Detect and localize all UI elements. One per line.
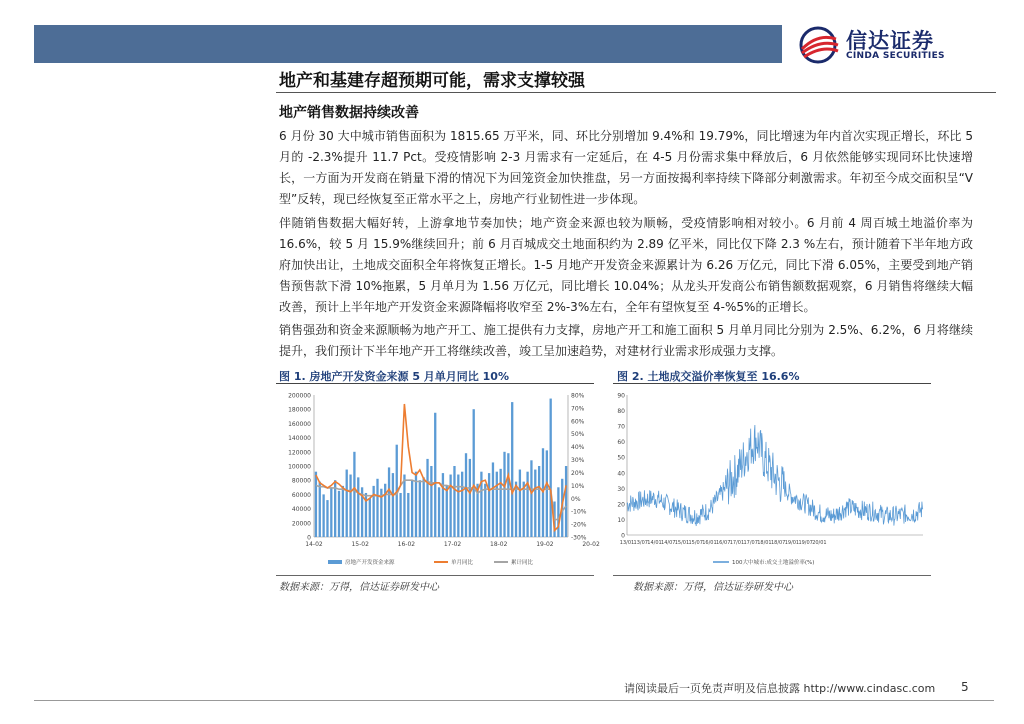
bar bbox=[492, 462, 494, 537]
x-tick-label: 18-02 bbox=[490, 541, 508, 548]
y-right-tick-label: 60% bbox=[571, 418, 585, 426]
bar bbox=[369, 498, 371, 537]
legend-label-monthly: 单月同比 bbox=[451, 560, 474, 566]
figure-2-title: 图 2. 土地成交溢价率恢复至 16.6% bbox=[617, 370, 800, 383]
bar bbox=[453, 466, 455, 537]
x-tick-label: 15/07 bbox=[688, 540, 703, 546]
y-left-tick-label: 200000 bbox=[288, 392, 311, 400]
y-left-tick-label: 160000 bbox=[288, 420, 311, 428]
x-tick-label: 18/01 bbox=[757, 540, 772, 546]
x-tick-label: 19/01 bbox=[784, 540, 800, 546]
y-tick-label: 20 bbox=[617, 501, 625, 509]
bar bbox=[349, 475, 351, 537]
paragraph-sales: 6 月份 30 大中城市销售面积为 1815.65 万平米，同、环比分别增加 9.4%和 19.79%，同比增速为年内首次实现正增长，环比 5 月的 -2.3%提升 11.7 Pct。受疫情影响 2-3 月需求有一定延后，在 4-5 月份需求集中释放后，6 月依然能够实现同环比快速增长，一方面为开发商在销量下滑的情况下为回笼资金加快推盘，另一方面按揭利率持续下降部分刺激需求。年初至今成交面积呈“V 型”反转，现已经恢复至正常水平之上，房地产行业韧性进一步体现。 bbox=[279, 129, 973, 206]
x-tick-label: 16-02 bbox=[397, 541, 416, 548]
bar bbox=[407, 493, 409, 537]
bar bbox=[557, 487, 559, 537]
x-tick-label: 15/01 bbox=[674, 540, 690, 546]
paragraph-land-funding: 伴随销售数据大幅好转，上游拿地节奏加快；地产资金来源也较为顺畅，受疫情影响相对较小。6 月前 4 周百城土地溢价率为 16.6%，较 5 月 15.9%继续回升；前 6 月百城成交土地面积约为 2.89 亿平米，同比仅下降 2.3 %左右，预计随着下半年地方政府加快出让，土地成交面积全年将恢复正增长。1-5 月地产开发资金来源累计为 6.26 万亿元，同比下滑 6.05%，主要受到地产销售预售款下滑 10%拖累，5 月单月为 1.56 万亿元，同比增长 10.04%；从龙头开发商公布销售额数据观察，6 月销售将继续大幅改善，预计上半年地产开发资金来源降幅将收窄至 2%-3%左右，全年有望恢复至 4-%5%的正增长。 bbox=[279, 216, 973, 314]
x-tick-label: 17/01 bbox=[729, 540, 745, 546]
logo-english-name: CINDA SECURITIES bbox=[846, 51, 945, 61]
bar bbox=[461, 472, 463, 537]
y-tick-label: 40 bbox=[617, 470, 625, 478]
legend-swatch-funding bbox=[328, 560, 342, 564]
bar bbox=[530, 460, 532, 537]
bar bbox=[399, 493, 401, 537]
y-right-tick-label: 20% bbox=[571, 469, 585, 477]
x-tick-label: 17/07 bbox=[743, 540, 758, 546]
x-tick-label: 20/01 bbox=[812, 540, 827, 546]
bar bbox=[384, 484, 386, 537]
paragraph-construction: 销售强劲和资金来源顺畅为地产开工、施工提供有力支撑，房地产开工和施工面积 5 月单月同比分别为 2.5%、6.2%，6 月将继续提升，我们预计下半年地产开工将继续改善，竣工呈加速趋势，对建材行业需求形成强力支撑。 bbox=[279, 323, 973, 358]
header-banner bbox=[34, 25, 782, 63]
y-left-tick-label: 180000 bbox=[288, 406, 311, 414]
legend-label-land-premium: 100大中城市:成交土地溢价率(%) bbox=[732, 560, 815, 566]
y-left-tick-label: 0 bbox=[307, 534, 311, 542]
y-right-tick-label: 40% bbox=[571, 444, 585, 452]
bar bbox=[392, 473, 394, 537]
bar bbox=[388, 467, 390, 537]
bar bbox=[319, 482, 321, 537]
y-left-tick-label: 60000 bbox=[291, 491, 311, 499]
page-number: 5 bbox=[961, 680, 969, 694]
y-tick-label: 90 bbox=[617, 392, 625, 400]
y-left-tick-label: 140000 bbox=[288, 435, 311, 443]
bar bbox=[376, 479, 378, 537]
bar bbox=[534, 470, 536, 537]
bar bbox=[403, 475, 405, 537]
y-right-tick-label: 0% bbox=[571, 495, 581, 503]
bar bbox=[426, 459, 428, 537]
x-tick-label: 20-02 bbox=[582, 541, 600, 548]
x-tick-label: 13/01 bbox=[619, 540, 635, 546]
y-right-tick-label: 80% bbox=[571, 392, 585, 400]
x-tick-label: 14/07 bbox=[661, 540, 676, 546]
bar bbox=[538, 466, 540, 537]
series-line-land-premium bbox=[627, 425, 923, 526]
bar bbox=[499, 469, 501, 537]
bar bbox=[511, 402, 513, 537]
x-tick-label: 15-02 bbox=[351, 541, 369, 548]
logo-chinese-name: 信达证券 bbox=[846, 29, 934, 53]
y-right-tick-label: -20% bbox=[571, 521, 587, 529]
x-tick-label: 18/07 bbox=[770, 540, 786, 546]
bar bbox=[326, 500, 328, 537]
y-tick-label: 0 bbox=[621, 532, 625, 540]
bar bbox=[503, 452, 505, 537]
legend-label-funding: 房地产开发资金来源 bbox=[345, 560, 395, 566]
footer-disclaimer: 请阅读最后一页免责声明及信息披露 http://www.cindasc.com bbox=[624, 682, 936, 695]
y-tick-label: 60 bbox=[617, 439, 625, 447]
chart-funding-sources bbox=[276, 387, 600, 573]
bar bbox=[546, 450, 548, 537]
bar bbox=[465, 453, 467, 537]
bar bbox=[434, 413, 436, 537]
bar bbox=[438, 487, 440, 537]
y-left-tick-label: 120000 bbox=[288, 449, 311, 457]
y-right-tick-label: 70% bbox=[571, 405, 585, 413]
figure-2-top-rule bbox=[613, 383, 931, 384]
x-tick-label: 17-02 bbox=[443, 541, 462, 548]
bar bbox=[423, 477, 425, 537]
bar bbox=[342, 486, 344, 537]
y-tick-label: 70 bbox=[617, 423, 625, 431]
legend-label-cumulative: 累计同比 bbox=[511, 560, 534, 566]
bar bbox=[457, 475, 459, 537]
bar bbox=[419, 480, 421, 537]
bar bbox=[411, 480, 413, 537]
bar bbox=[526, 472, 528, 537]
bar bbox=[322, 494, 324, 537]
y-right-tick-label: 50% bbox=[571, 431, 585, 439]
x-tick-label: 16/07 bbox=[715, 540, 731, 546]
bar bbox=[565, 466, 567, 537]
x-tick-label: 14-02 bbox=[305, 541, 323, 548]
title-divider bbox=[276, 92, 996, 93]
bar bbox=[357, 477, 359, 537]
bar bbox=[330, 487, 332, 537]
footer-divider bbox=[34, 700, 994, 701]
bar bbox=[338, 491, 340, 537]
y-tick-label: 80 bbox=[617, 408, 625, 416]
y-tick-label: 10 bbox=[617, 516, 625, 524]
figure-1-title: 图 1. 房地产开发资金来源 5 月单月同比 10% bbox=[279, 370, 509, 383]
y-right-tick-label: 10% bbox=[571, 482, 585, 490]
logo-emblem-icon bbox=[798, 25, 842, 65]
company-logo bbox=[798, 25, 998, 65]
x-tick-label: 19/07 bbox=[798, 540, 813, 546]
x-tick-label: 14/01 bbox=[647, 540, 662, 546]
y-left-tick-label: 40000 bbox=[291, 506, 311, 514]
bar bbox=[507, 453, 509, 537]
y-tick-label: 50 bbox=[617, 454, 625, 462]
figure-2-source: 数据来源：万得，信达证券研发中心 bbox=[633, 582, 793, 593]
bar bbox=[488, 473, 490, 537]
x-tick-label: 16/01 bbox=[702, 540, 717, 546]
figure-1-top-rule bbox=[276, 383, 594, 384]
bar bbox=[446, 486, 448, 537]
bar bbox=[496, 472, 498, 537]
x-tick-label: 19-02 bbox=[536, 541, 554, 548]
y-left-tick-label: 100000 bbox=[288, 463, 311, 471]
y-right-tick-label: -10% bbox=[571, 508, 587, 516]
bar bbox=[449, 475, 451, 537]
bar bbox=[315, 472, 317, 537]
figure-1-bottom-rule bbox=[276, 575, 594, 576]
chart-land-premium-rate bbox=[613, 387, 931, 573]
bar bbox=[353, 452, 355, 537]
bar bbox=[484, 484, 486, 537]
x-tick-label: 13/07 bbox=[633, 540, 648, 546]
y-right-tick-label: -30% bbox=[571, 534, 587, 542]
bar bbox=[473, 409, 475, 537]
bar bbox=[430, 466, 432, 537]
section-title: 地产和基建存超预期可能，需求支撑较强 bbox=[279, 71, 585, 91]
bar bbox=[442, 473, 444, 537]
y-left-tick-label: 20000 bbox=[291, 520, 311, 528]
y-left-tick-label: 80000 bbox=[291, 477, 311, 485]
figure-2-bottom-rule bbox=[613, 575, 931, 576]
y-tick-label: 30 bbox=[617, 485, 625, 493]
bar bbox=[469, 459, 471, 537]
y-right-tick-label: 30% bbox=[571, 457, 585, 465]
bar bbox=[519, 470, 521, 537]
figure-1-source: 数据来源：万得，信达证券研发中心 bbox=[279, 582, 439, 593]
section-subtitle: 地产销售数据持续改善 bbox=[279, 105, 419, 121]
bar bbox=[346, 470, 348, 537]
bar bbox=[550, 399, 552, 537]
